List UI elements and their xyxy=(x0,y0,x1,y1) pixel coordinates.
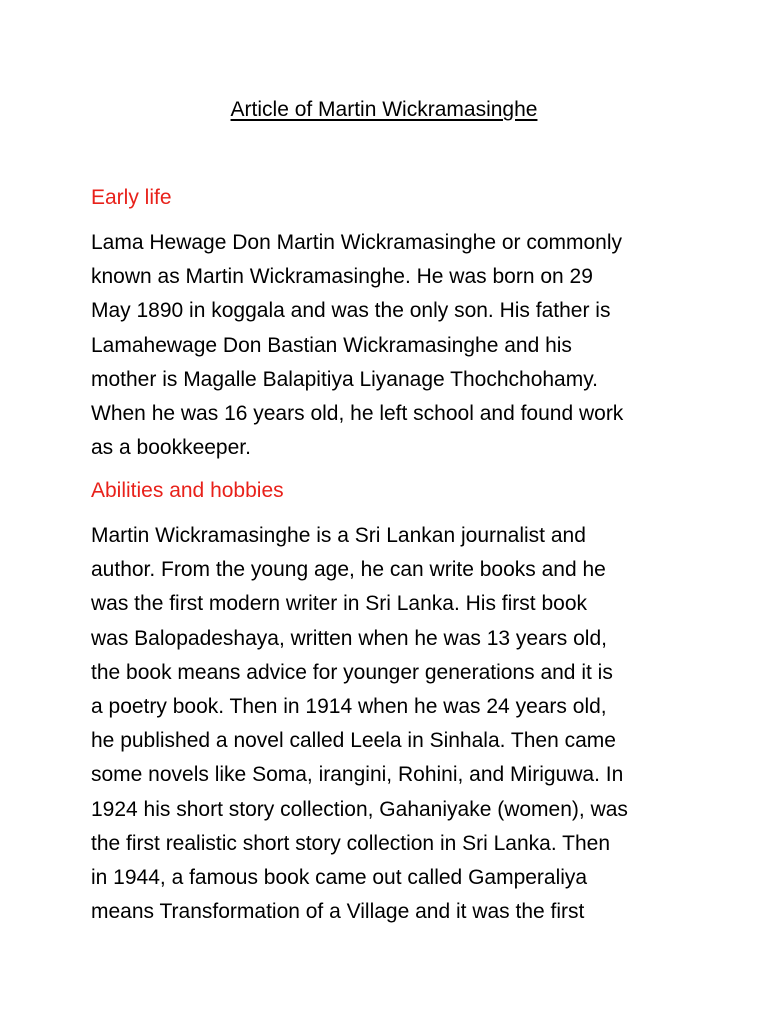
paragraph-line: Lama Hewage Don Martin Wickramasinghe or commonly xyxy=(91,231,623,254)
paragraph-line: was the first modern writer in Sri Lanka. His first book xyxy=(91,592,588,616)
paragraph-line: Martin Wickramasinghe is a Sri Lankan journalist and xyxy=(91,524,586,547)
paragraph-line: author. From the young age, he can write books and he xyxy=(91,558,606,582)
paragraph-line: 1924 his short story collection, Gahaniyake (women), was xyxy=(91,797,628,821)
paragraph-line: means Transformation of a Village and it was the first xyxy=(91,900,585,924)
paragraph-line: known as Martin Wickramasinghe. He was born on 29 xyxy=(91,265,593,289)
paragraph-line: mother is Magalle Balapitiya Liyanage Thochchohamy. xyxy=(91,367,599,391)
paragraph-line: he published a novel called Leela in Sinhala. Then came xyxy=(91,729,616,753)
paragraph-early-life xyxy=(91,226,691,465)
page-title: Article of Martin Wickramasinghe xyxy=(230,98,538,121)
paragraph-line: Lamahewage Don Bastian Wickramasinghe and his xyxy=(91,333,572,357)
paragraph-line: May 1890 in koggala and was the only son. His father is xyxy=(91,299,611,323)
paragraph-line: was Balopadeshaya, written when he was 13 years old, xyxy=(91,626,607,650)
section-heading-abilities-and-hobbies: Abilities and hobbies xyxy=(91,479,284,502)
paragraph-abilities-and-hobbies xyxy=(91,519,691,929)
paragraph-line: the first realistic short story collection in Sri Lanka. Then xyxy=(91,831,611,855)
paragraph-line: the book means advice for younger generations and it is xyxy=(91,660,613,684)
paragraph-line: some novels like Soma, irangini, Rohini, and Miriguwa. In xyxy=(91,763,624,787)
paragraph-line: as a bookkeeper. xyxy=(91,436,251,460)
paragraph-line: When he was 16 years old, he left school and found work xyxy=(91,402,624,426)
paragraph-line: a poetry book. Then in 1914 when he was 24 years old, xyxy=(91,695,607,719)
section-heading-early-life: Early life xyxy=(91,186,172,209)
paragraph-line: in 1944, a famous book came out called Gamperaliya xyxy=(91,866,588,890)
